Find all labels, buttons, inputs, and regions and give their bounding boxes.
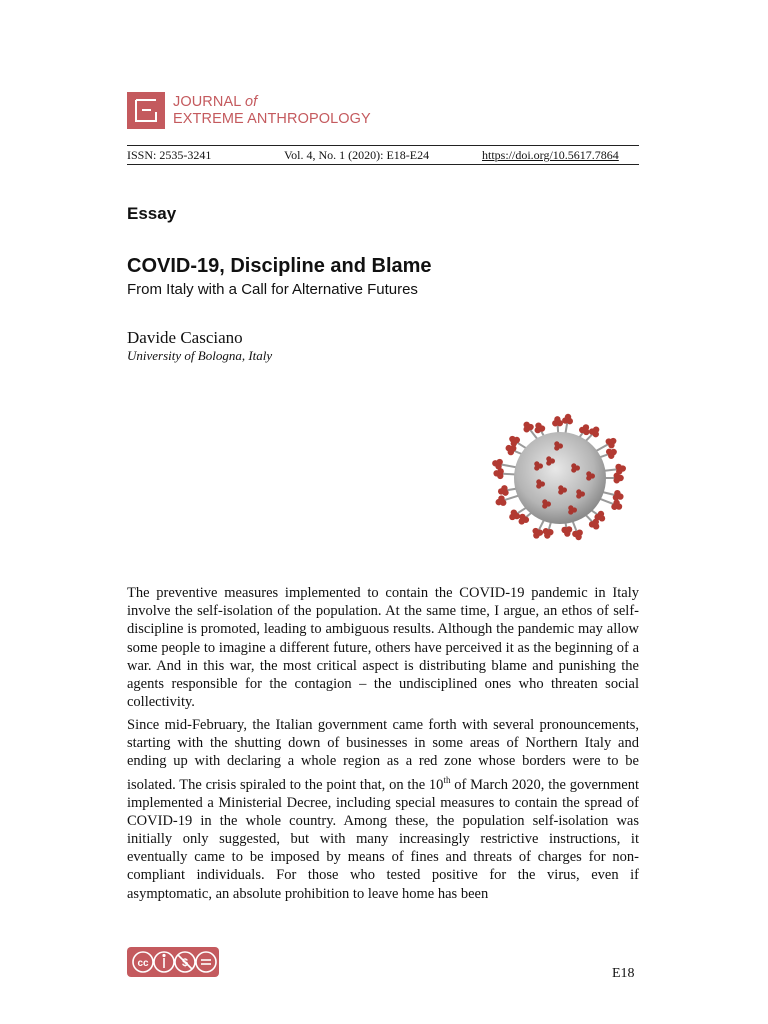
coronavirus-image — [480, 406, 640, 550]
article-subtitle: From Italy with a Call for Alternative Futures — [127, 281, 418, 298]
svg-text:$: $ — [181, 957, 189, 969]
author-name: Davide Casciano — [127, 328, 243, 347]
page-number: E18 — [612, 966, 635, 981]
paragraph-2: Since mid-February, the Italian government came forth with several pronouncements, starting with the shutting down of businesses in some areas of Northern Italy and ending up with declaring a whole region as a red zone whose borders were to be isolated. The crisis spiraled to the point that, on the 10th of March 2020, the government implemented a Ministerial Decree, including special measures to contain the spread of COVID-19 in the whole country. Among these, the population self-isolation was initially only suggested, but with many increasingly restrictive instructions, it eventually came to be imposed by means of fines and threats of charges for non-compliant individuals. For those who tested positive for the virus, even if asymptomatic, an absolute prohibition to leave home has been — [127, 717, 639, 902]
article-type: Essay — [127, 204, 177, 223]
issn: ISSN: 2535-3241 — [127, 148, 212, 162]
cc-license-badge[interactable] — [127, 947, 219, 977]
svg-text:cc: cc — [137, 958, 149, 969]
noderivatives-icon — [196, 952, 216, 972]
header-rule-bottom — [127, 164, 639, 165]
journal-logo-icon — [127, 92, 165, 129]
journal-name: JOURNAL of EXTREME ANTHROPOLOGY — [173, 94, 371, 127]
volume-info: Vol. 4, No. 1 (2020): E18-E24 — [284, 148, 430, 162]
author-affiliation: University of Bologna, Italy — [127, 348, 273, 363]
paragraph-1: The preventive measures implemented to contain the COVID-19 pandemic in Italy involve the self-isolation of the population. At the same time, I argue, an ethos of self-discipline is promoted, leading to ambiguous results. Although the pandemic may allow some people to imagine a different future, others have perceived it as the beginning of a war. And in this war, the most critical aspect is distributing blame and punishing the agents responsible for the contagion – the undisciplined ones who threaten social collectivity. — [127, 585, 639, 711]
doi-link[interactable]: https://doi.org/10.5617.7864 — [482, 148, 619, 162]
article-title: COVID-19, Discipline and Blame — [127, 255, 432, 277]
header-rule — [127, 145, 639, 146]
